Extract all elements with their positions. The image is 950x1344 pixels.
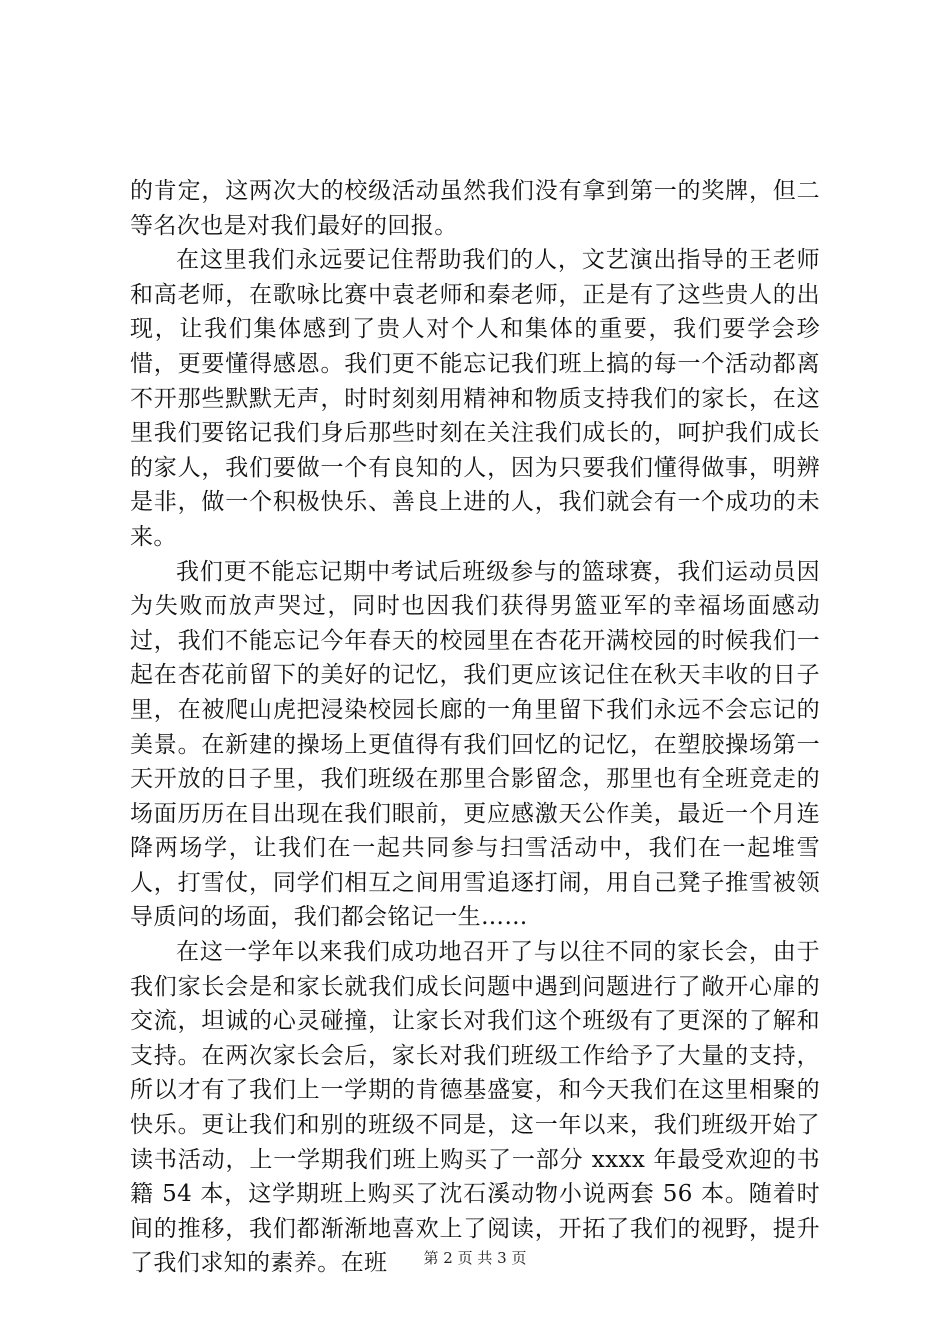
paragraph-1: 的肯定，这两次大的校级活动虽然我们没有拿到第一的奖牌，但二等名次也是对我们最好的回报。 bbox=[130, 178, 820, 239]
paragraph-3: 我们更不能忘记期中考试后班级参与的篮球赛，我们运动员因为失败而放声哭过，同时也因我们获得男篮亚军的幸福场面感动过，我们不能忘记今年春天的校园里在杏花开满校园的时候我们一起在杏花前留下的美好的记忆，我们更应该记住在秋天丰收的日子里，在被爬山虎把浸染校园长廊的一角里留下我们永远不会忘记的美景。在新建的操场上更值得有我们回忆的记忆，在塑胶操场第一天开放的日子里，我们班级在那里合影留念，那里也有全班竞走的场面历历在目出现在我们眼前，更应感激天公作美，最近一个月连降两场学，让我们在一起共同参与扫雪活动中，我们在一起堆雪人，打雪仗，同学们相互之间用雪追逐打闹，用自己凳子推雪被领导质问的场面，我们都会铭记一生…… bbox=[130, 558, 820, 931]
paragraph-2: 在这里我们永远要记住帮助我们的人，文艺演出指导的王老师和高老师，在歌咏比赛中袁老师和秦老师，正是有了这些贵人的出现，让我们集体感到了贵人对个人和集体的重要，我们要学会珍惜，更要懂得感恩。我们更不能忘记我们班上搞的每一个活动都离不开那些默默无声，时时刻刻用精神和物质支持我们的家长，在这里我们要铭记我们身后那些时刻在关注我们成长的，呵护我们成长的家人，我们要做一个有良知的人，因为只要我们懂得做事，明辨是非，做一个积极快乐、善良上进的人，我们就会有一个成功的未来。 bbox=[130, 247, 820, 550]
body-text bbox=[130, 174, 820, 1281]
paragraph-4: 在这一学年以来我们成功地召开了与以往不同的家长会，由于我们家长会是和家长就我们成长问题中遇到问题进行了敞开心扉的交流，坦诚的心灵碰撞，让家长对我们这个班级有了更深的了解和支持。在两次家长会后，家长对我们班级工作给予了大量的支持，所以才有了我们上一学期的肯德基盛宴，和今天我们在这里相聚的快乐。更让我们和别的班级不同是，这一年以来，我们班级开始了读书活动，上一学期我们班上购买了一部分 xxxx 年最受欢迎的书籍 54 本，这学期班上购买了沈石溪动物小说两套 56 本。随着时间的推移，我们都渐渐地喜欢上了阅读，开拓了我们的视野，提升了我们求知的素养。在班 bbox=[130, 939, 820, 1277]
page-footer: 第 2 页 共 3 页 bbox=[423, 1249, 527, 1267]
